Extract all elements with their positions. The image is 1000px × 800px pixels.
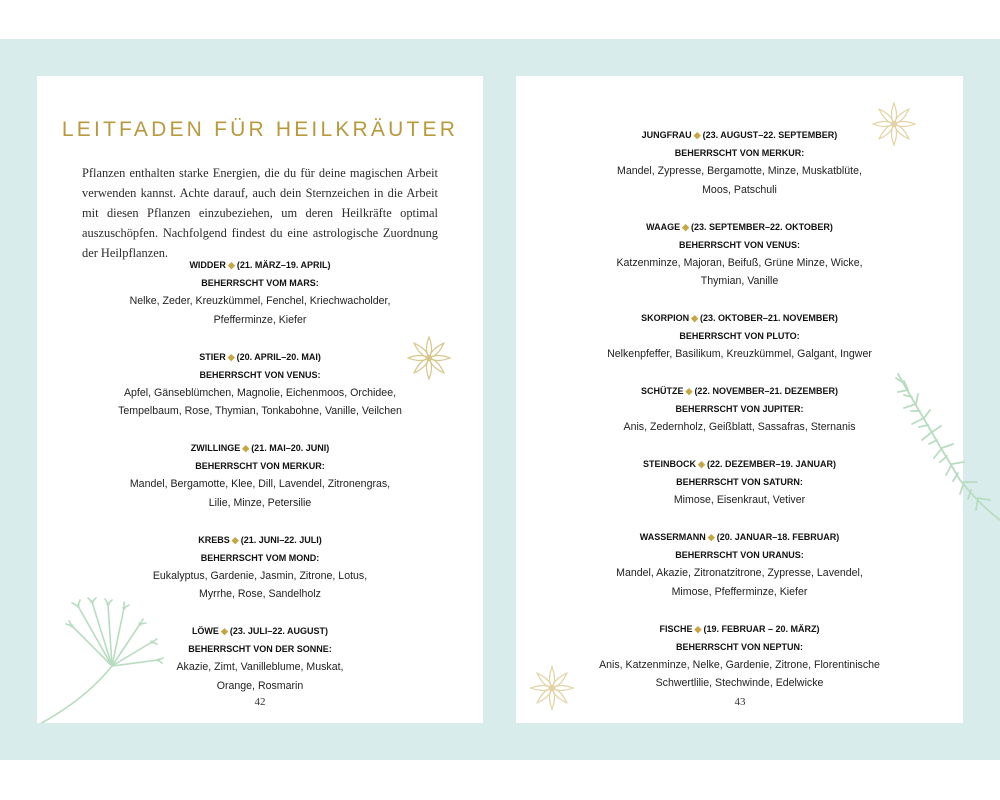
plants-line: Anis, Katzenminze, Nelke, Gardenie, Zitrone, Florentinische (599, 658, 880, 671)
date-range: (23. OKTOBER–21. NOVEMBER) (700, 313, 838, 323)
ruler-line: BEHERRSCHT VOM MOND: (200, 552, 320, 563)
plants-line: Katzenminze, Majoran, Beifuß, Grüne Minze, Wicke, (616, 256, 863, 269)
ruler-line: BEHERRSCHT VON URANUS: (675, 550, 804, 561)
ruler-line: BEHERRSCHT VON SATURN: (676, 477, 803, 488)
plants-line: Nelkenpfeffer, Basilikum, Kreuzkümmel, Galgant, Ingwer (607, 348, 872, 361)
date-range: (23. SEPTEMBER–22. OKTOBER) (691, 221, 833, 232)
ruler-line: BEHERRSCHT VON NEPTUN: (675, 641, 803, 652)
plants-line: Mandel, Bergamotte, Klee, Dill, Lavendel, Zitronengras, (129, 478, 391, 491)
star-anise-icon (405, 334, 453, 382)
entry-heading (516, 218, 963, 236)
plants-line: Pfefferminze, Kiefer (213, 313, 307, 326)
diamond-icon: ◆ (682, 221, 690, 232)
sign-name: ZWILLINGE (190, 443, 241, 453)
entry-heading (516, 528, 963, 546)
zodiac-entry-wassermann (516, 528, 963, 620)
sign-name: STEINBOCK (643, 459, 697, 469)
diamond-icon: ◆ (220, 626, 228, 636)
entry-heading (37, 531, 483, 549)
fennel-umbel-icon (37, 596, 170, 723)
sign-name: LÖWE (191, 626, 219, 636)
ruler-line: BEHERRSCHT VON VENUS: (199, 369, 321, 380)
date-range: (23. AUGUST–22. SEPTEMBER) (702, 130, 838, 140)
plants-line: Tempelbaum, Rose, Thymian, Tonkabohne, Vanille, Veilchen (118, 405, 402, 418)
page-number: 43 (734, 696, 746, 708)
sign-name: KREBS (198, 534, 230, 545)
plants-line: Myrrhe, Rose, Sandelholz (199, 588, 321, 601)
star-anise-icon (528, 664, 576, 712)
yarrow-sprig-icon (890, 370, 1000, 530)
sign-name: JUNGFRAU (641, 130, 692, 140)
zodiac-entry-waage (516, 218, 963, 310)
ruler-line: BEHERRSCHT VON PLUTO: (679, 331, 800, 342)
plants-line: Mandel, Akazie, Zitronatzitrone, Zypresse, Lavendel, (616, 567, 863, 580)
diamond-icon: ◆ (231, 534, 239, 545)
diamond-icon: ◆ (698, 459, 705, 469)
plants-line: Mandel, Zypresse, Bergamotte, Minze, Muskatblüte, (617, 165, 862, 178)
ruler-line: BEHERRSCHT VON VENUS: (678, 239, 800, 250)
date-range: (23. JULI–22. AUGUST) (229, 626, 329, 636)
entry-heading (37, 256, 483, 274)
entry-heading (516, 620, 963, 638)
left-page (37, 76, 483, 723)
page-number: 42 (254, 696, 266, 708)
date-range: (21. JUNI–22. JULI) (240, 534, 322, 545)
plants-line: Nelke, Zeder, Kreuzkümmel, Fenchel, Kriechwacholder, (129, 295, 391, 308)
date-range: (19. FEBRUAR – 20. MÄRZ) (703, 623, 820, 634)
diamond-icon: ◆ (693, 130, 701, 140)
plants-line: Orange, Rosmarin (216, 679, 304, 692)
diamond-icon: ◆ (694, 623, 702, 634)
diamond-icon: ◆ (227, 260, 235, 270)
ruler-line: BEHERRSCHT VON MERKUR: (195, 461, 325, 472)
star-anise-icon (870, 100, 918, 148)
diamond-icon: ◆ (691, 313, 699, 323)
diamond-icon: ◆ (242, 443, 250, 453)
page-title: LEITFADEN FÜR HEILKRÄUTER (61, 118, 459, 141)
sign-name: FISCHE (659, 623, 693, 634)
entry-heading (37, 439, 483, 457)
diamond-icon: ◆ (707, 532, 715, 542)
sign-name: SCHÜTZE (641, 386, 684, 396)
zodiac-entry-zwillinge (37, 439, 483, 531)
sign-name: WIDDER (189, 260, 226, 270)
plants-line: Anis, Zedernholz, Geißblatt, Sassafras, Sternanis (623, 421, 856, 434)
diamond-icon: ◆ (227, 351, 235, 362)
plants-line: Akazie, Zimt, Vanilleblume, Muskat, (176, 661, 344, 674)
plants-line: Lilie, Minze, Petersilie (208, 496, 312, 509)
plants-line: Mimose, Eisenkraut, Vetiver (673, 494, 806, 507)
date-range: (22. NOVEMBER–21. DEZEMBER) (694, 386, 838, 396)
plants-line: Thymian, Vanille (700, 275, 779, 288)
date-range: (21. MÄRZ–19. APRIL) (236, 260, 331, 270)
date-range: (21. MAI–20. JUNI) (251, 443, 330, 453)
ruler-line: BEHERRSCHT VON DER SONNE: (188, 644, 332, 655)
date-range: (20. APRIL–20. MAI) (236, 351, 321, 362)
plants-line: Eukalyptus, Gardenie, Jasmin, Zitrone, Lotus, (152, 569, 368, 582)
plants-line: Apfel, Gänseblümchen, Magnolie, Eichenmoos, Orchidee, (123, 386, 397, 399)
entry-heading (516, 309, 963, 327)
ruler-line: BEHERRSCHT VOM MARS: (201, 278, 319, 289)
ruler-line: BEHERRSCHT VON JUPITER: (675, 404, 804, 415)
date-range: (20. JANUAR–18. FEBRUAR) (716, 532, 840, 542)
plants-line: Mimose, Pfefferminze, Kiefer (671, 585, 808, 598)
diamond-icon: ◆ (685, 386, 693, 396)
intro-paragraph: Pflanzen enthalten starke Energien, die du für deine magischen Arbeit verwenden kannst. Achte darauf, auch dein Sternzeichen in die Arbeit mit diesen Pflanzen einzubeziehen, um deren Heilkräfte optimal auszuschöpfen. Nachfolgend findest du eine astrologische Zuordnung der Heilpflanzen. (82, 166, 438, 260)
sign-name: SKORPION (641, 313, 690, 323)
plants-line: Schwertlilie, Stechwinde, Edelwicke (655, 677, 824, 690)
sign-name: WASSERMANN (639, 532, 706, 542)
plants-line: Moos, Patschuli (702, 183, 777, 196)
sign-name: WAAGE (646, 221, 681, 232)
ruler-line: BEHERRSCHT VON MERKUR: (674, 148, 805, 159)
sign-name: STIER (199, 351, 226, 362)
date-range: (22. DEZEMBER–19. JANUAR) (706, 459, 836, 469)
